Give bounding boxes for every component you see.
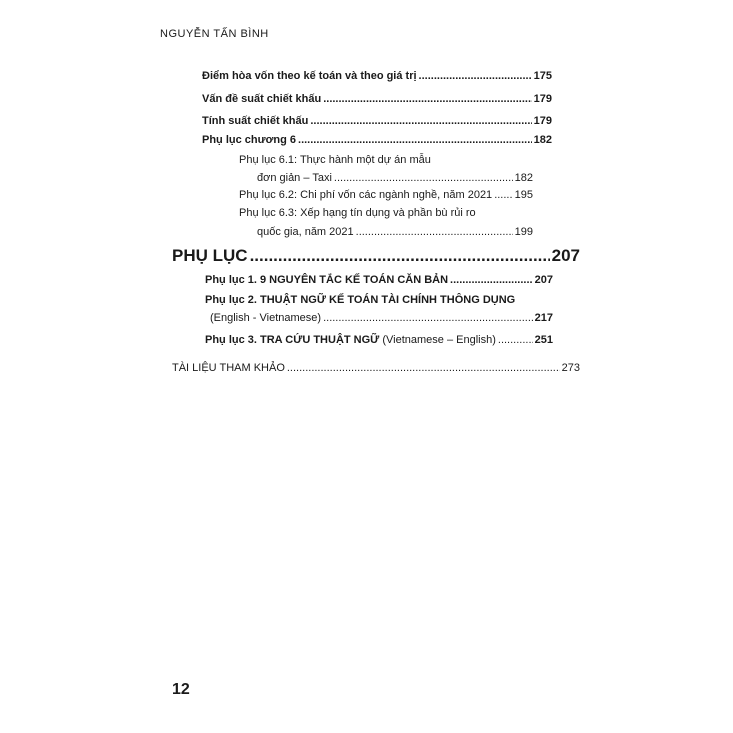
toc-entry [202, 70, 552, 82]
toc-references-page: 273 [561, 362, 580, 374]
toc-leader [287, 362, 560, 374]
toc-leader [298, 134, 532, 146]
toc-subentry-page: 195 [514, 189, 533, 201]
toc-entry-page: 182 [533, 134, 552, 146]
toc-subentry-line: Phụ lục 6.3: Xếp hạng tín dụng và phần bù rủi ro [239, 207, 476, 219]
running-header: NGUYỄN TẤN BÌNH [160, 28, 269, 40]
toc-entry-label: Vấn đề suất chiết khấu [202, 93, 322, 105]
page-number: 12 [172, 681, 190, 698]
toc-appendix-entry-page: 217 [534, 312, 553, 324]
toc-entry [202, 93, 552, 105]
toc-entry [202, 134, 552, 146]
toc-references [172, 362, 580, 374]
toc-leader [419, 70, 532, 82]
toc-leader [356, 226, 513, 238]
toc-leader [323, 93, 531, 105]
toc-subentry [239, 189, 533, 201]
toc-appendix-page: 207 [551, 246, 580, 265]
toc-subentry-line: Phụ lục 6.1: Thực hành một dự án mẫu [239, 154, 431, 166]
toc-entry [202, 115, 552, 127]
toc-appendix-entry-page: 251 [534, 334, 553, 346]
toc-subentry-page: 182 [514, 172, 533, 184]
toc-leader [334, 172, 513, 184]
toc-entry-page: 175 [533, 70, 552, 82]
toc-subentry-label: đơn giản – Taxi [257, 172, 332, 184]
toc-leader [498, 334, 533, 346]
toc-appendix-entry-sublabel: (Vietnamese – English) [379, 334, 496, 346]
toc-appendix-entry-line: Phụ lục 2. THUẬT NGỮ KẾ TOÁN TÀI CHÍNH THÔNG DỤNG [205, 294, 516, 306]
toc-entry-label: Điểm hòa vốn theo kế toán và theo giá trị [202, 70, 417, 82]
toc-appendix-entry-page: 207 [534, 274, 553, 286]
toc-appendix-entry-label: (English - Vietnamese) [210, 312, 322, 324]
toc-subentry [257, 172, 533, 184]
toc-leader [494, 189, 512, 201]
toc-appendix-entry-label: Phụ lục 3. TRA CỨU THUẬT NGỮ [205, 334, 380, 346]
toc-appendix-entry [210, 312, 553, 324]
toc-appendix-entry [205, 334, 553, 346]
toc-appendix-heading [172, 246, 580, 266]
toc-entry-label: Phụ lục chương 6 [202, 134, 297, 146]
toc-leader [310, 115, 531, 127]
toc-references-label: TÀI LIỆU THAM KHẢO [172, 362, 285, 374]
toc-subentry-label: quốc gia, năm 2021 [257, 226, 354, 238]
toc-leader [250, 246, 550, 266]
toc-entry-page: 179 [533, 93, 552, 105]
toc-appendix-label: PHỤ LỤC [172, 246, 248, 265]
toc-entry-page: 179 [533, 115, 552, 127]
toc-leader [323, 312, 533, 324]
toc-appendix-entry [205, 274, 553, 286]
toc-subentry-label: Phụ lục 6.2: Chi phí vốn các ngành nghề, năm 2021 [239, 189, 493, 201]
toc-entry-label: Tính suất chiết khấu [202, 115, 309, 127]
toc-subentry-page: 199 [514, 226, 533, 238]
toc-appendix-entry-label: Phụ lục 1. 9 NGUYÊN TẮC KẾ TOÁN CĂN BẢN [205, 274, 449, 286]
toc-subentry [257, 226, 533, 238]
toc-leader [450, 274, 533, 286]
